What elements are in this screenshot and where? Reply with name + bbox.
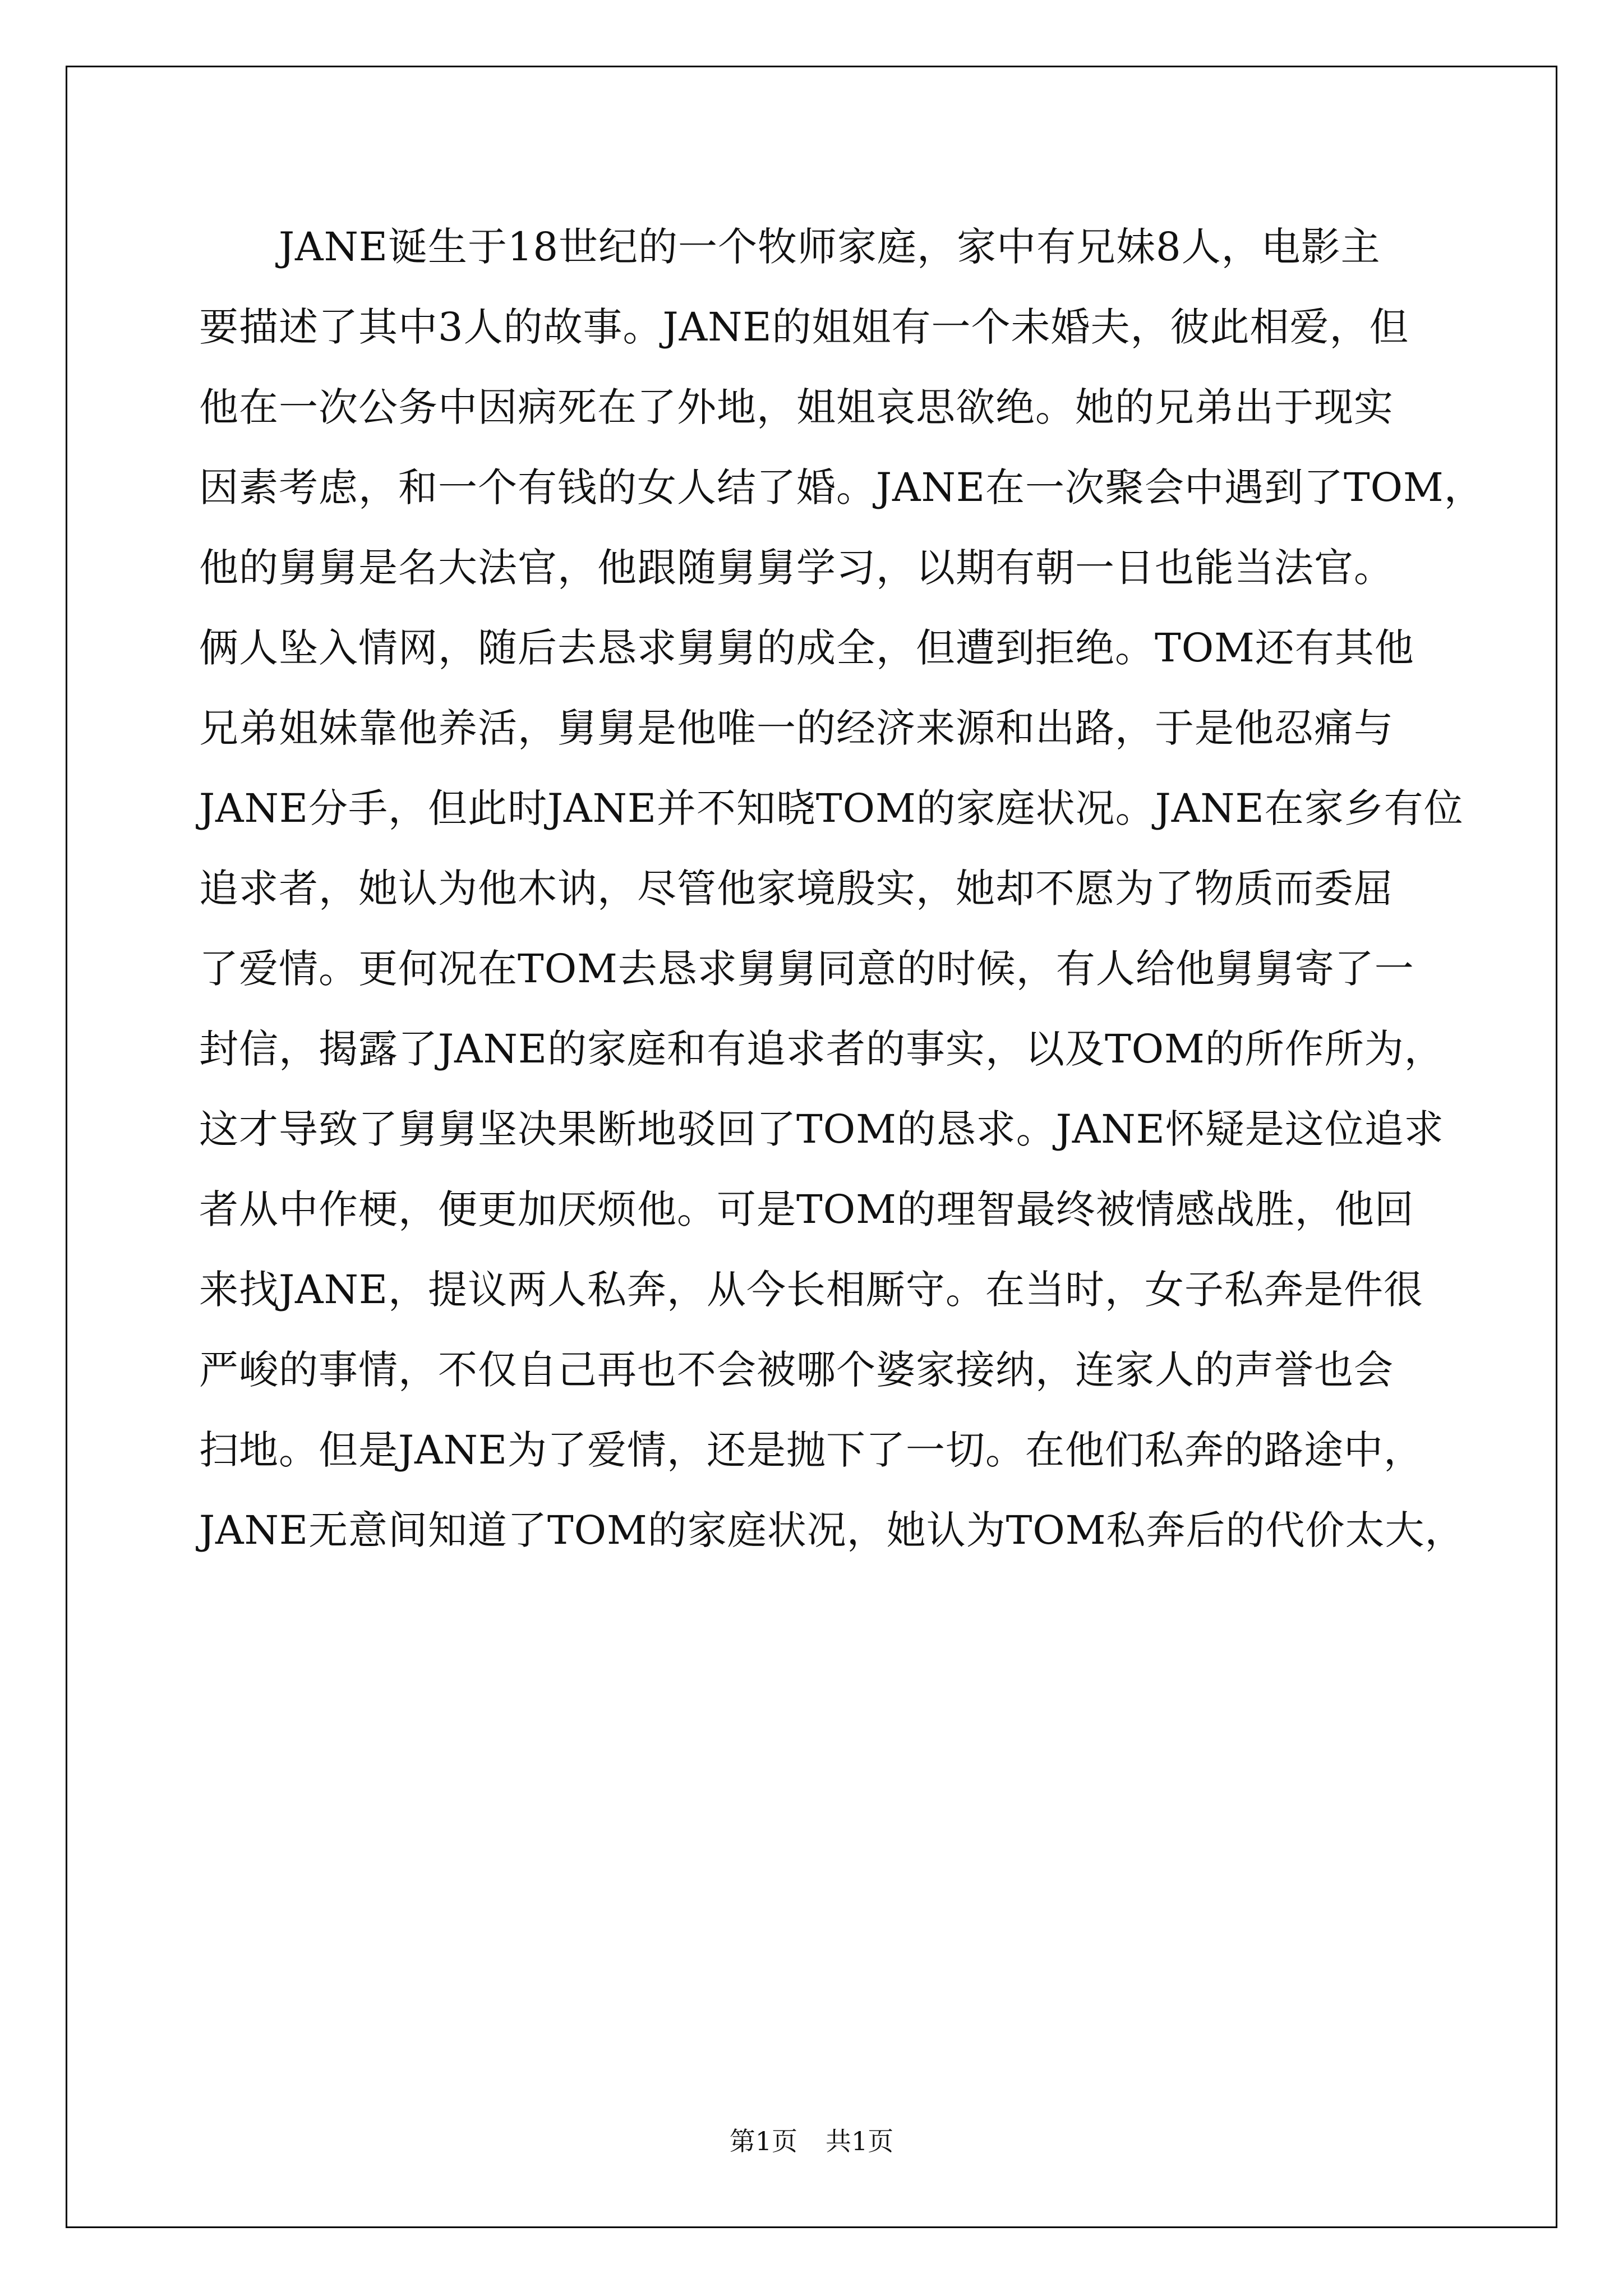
paragraph-line: 了爱情。更何况在TOM去恳求舅舅同意的时候，有人给他舅舅寄了一: [199, 946, 1414, 992]
paragraph-line: JANE无意间知道了TOM的家庭状况，她认为TOM私奔后的代价太大，: [199, 1507, 1465, 1553]
paragraph-line: 要描述了其中3人的故事。JANE的姐姐有一个未婚夫，彼此相爱，但: [199, 304, 1409, 350]
paragraph-line: 他的舅舅是名大法官，他跟随舅舅学习，以期有朝一日也能当法官。: [199, 545, 1394, 591]
paragraph-line: 封信，揭露了JANE的家庭和有追求者的事实，以及TOM的所作所为，: [199, 1026, 1444, 1072]
paragraph-line: 这才导致了舅舅坚决果断地驳回了TOM的恳求。JANE怀疑是这位追求: [199, 1106, 1444, 1152]
paragraph-line: 扫地。但是JANE为了爱情，还是抛下了一切。在他们私奔的路途中，: [199, 1427, 1423, 1473]
paragraph-line: 俩人坠入情网，随后去恳求舅舅的成全，但遭到拒绝。TOM还有其他: [199, 625, 1414, 671]
paragraph-line: JANE诞生于18世纪的一个牧师家庭，家中有兄妹8人，电影主: [279, 224, 1381, 270]
paragraph-line: 兄弟姐妹靠他养活，舅舅是他唯一的经济来源和出路，于是他忍痛与: [199, 705, 1394, 751]
page-number: 第1页: [729, 2126, 797, 2156]
paragraph-line: JANE分手，但此时JANE并不知晓TOM的家庭状况。JANE在家乡有位: [199, 785, 1464, 831]
paragraph-line: 者从中作梗，便更加厌烦他。可是TOM的理智最终被情感战胜，他回: [199, 1186, 1414, 1232]
page-total: 共1页: [826, 2126, 894, 2156]
paragraph-line: 严峻的事情，不仅自己再也不会被哪个婆家接纳，连家人的声誉也会: [199, 1347, 1394, 1393]
page-footer: [0, 2124, 1623, 2158]
paragraph-line: 追求者，她认为他木讷，尽管他家境殷实，她却不愿为了物质而委屈: [199, 866, 1394, 912]
paragraph-line: 他在一次公务中因病死在了外地，姐姐哀思欲绝。她的兄弟出于现实: [199, 384, 1394, 430]
paragraph-line: 因素考虑，和一个有钱的女人结了婚。JANE在一次聚会中遇到了TOM，: [199, 464, 1484, 510]
paragraph-line: 来找JANE，提议两人私奔，从今长相厮守。在当时，女子私奔是件很: [199, 1267, 1423, 1313]
